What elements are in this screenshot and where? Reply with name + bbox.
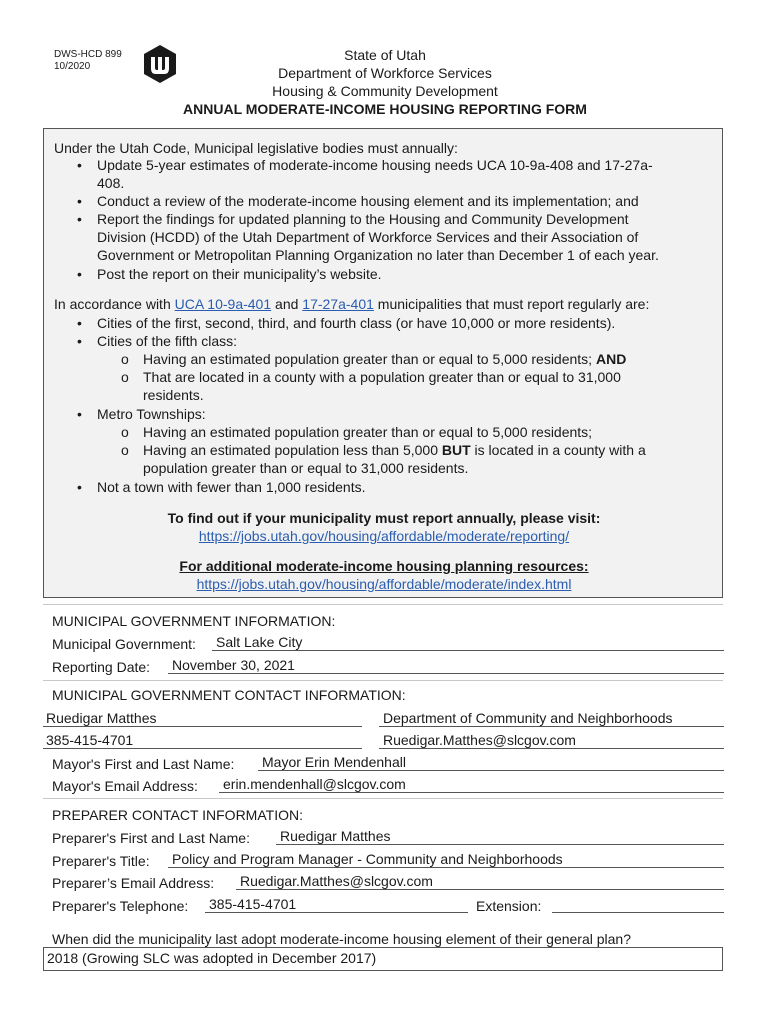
- preparer-email-field[interactable]: Ruedigar.Matthes@slcgov.com: [236, 872, 724, 890]
- sub-metro-population: [143, 423, 592, 441]
- bullet-post: [97, 265, 382, 283]
- preparer-name-label: Preparer's First and Last Name:: [52, 830, 250, 846]
- mayor-email-field[interactable]: erin.mendenhall@slcgov.com: [219, 775, 724, 793]
- contact-email-field[interactable]: Ruedigar.Matthes@slcgov.com: [379, 731, 724, 749]
- uca-link[interactable]: UCA 10-9a-401: [174, 296, 272, 312]
- form-date: 10/2020: [54, 61, 91, 72]
- bullet-update: [97, 156, 653, 174]
- but-emphasis: BUT: [441, 442, 471, 458]
- bullet-report-line1: Report the findings for updated planning to the Housing and Community Development: [97, 211, 629, 227]
- bullet-review-text: Conduct a review of the moderate-income housing element and its implementation; and: [97, 193, 639, 209]
- sub-metro-county-post: is located in a county with a: [474, 442, 646, 458]
- preparer-name-field[interactable]: Ruedigar Matthes: [276, 827, 724, 845]
- bullet-cities-class: [97, 314, 615, 332]
- reporting-date-field[interactable]: November 30, 2021: [168, 656, 724, 674]
- municipal-gov-field[interactable]: Salt Lake City: [212, 633, 724, 651]
- mayor-name-label: Mayor's First and Last Name:: [52, 756, 235, 772]
- mayor-name-field[interactable]: Mayor Erin Mendenhall: [258, 753, 724, 771]
- contact-heading: MUNICIPAL GOVERNMENT CONTACT INFORMATION:: [52, 687, 406, 703]
- resources-link[interactable]: https://jobs.utah.gov/housing/affordable/moderate/index.html: [196, 576, 572, 592]
- resources-link-row: [44, 575, 724, 593]
- extension-field[interactable]: [552, 895, 724, 913]
- find-out-text: To find out if your municipality must report annually, please visit:: [167, 510, 601, 526]
- code-link[interactable]: 17-27a-401: [302, 296, 374, 312]
- sub-fifth-county-line2: residents.: [143, 387, 204, 403]
- bullet-metro: [97, 405, 206, 423]
- contact-phone-field[interactable]: 385-415-4701: [43, 731, 362, 749]
- bullet-update-line1: Update 5-year estimates of moderate-income housing needs UCA 10-9a-408 and 17-27a-: [97, 157, 653, 173]
- division-title: Housing & Community Development: [272, 83, 498, 99]
- adoption-question: When did the municipality last adopt moderate-income housing element of their general plan?: [52, 931, 632, 947]
- contact-department-field[interactable]: Department of Community and Neighborhoods: [379, 709, 724, 727]
- instructions-box: [43, 128, 723, 598]
- preparer-heading: PREPARER CONTACT INFORMATION:: [52, 807, 303, 823]
- bullet-fifth-class-text: Cities of the fifth class:: [97, 333, 238, 349]
- mayor-email-label: Mayor's Email Address:: [52, 778, 198, 794]
- preparer-email-label: Preparer’s Email Address:: [52, 875, 215, 891]
- bullet-metro-text: Metro Townships:: [97, 406, 206, 422]
- municipal-gov-label: Municipal Government:: [52, 636, 196, 652]
- form-number: DWS-HCD 899: [54, 49, 122, 60]
- divider: [43, 604, 723, 605]
- sub-fifth-population: [143, 350, 626, 368]
- sub-fifth-county: [143, 368, 621, 386]
- sub-fifth-county-line1: That are located in a county with a population greater than or equal to 31,000: [143, 369, 621, 385]
- accordance-pre: In accordance with: [54, 296, 171, 312]
- preparer-title-label: Preparer's Title:: [52, 853, 150, 869]
- bullet-fifth-class: [97, 332, 237, 350]
- sub-metro-county: [143, 441, 646, 459]
- sub-metro-county-line2: population greater than or equal to 31,000 residents.: [143, 460, 469, 476]
- accordance-text: [54, 295, 649, 313]
- preparer-phone-field[interactable]: 385-415-4701: [205, 895, 468, 913]
- state-title: State of Utah: [344, 47, 426, 63]
- intro-text: Under the Utah Code, Municipal legislative bodies must annually:: [54, 140, 458, 156]
- bullet-update-line2: 408.: [97, 175, 125, 191]
- reporting-link[interactable]: https://jobs.utah.gov/housing/affordable/moderate/reporting/: [198, 528, 570, 544]
- accordance-post: municipalities that must report regularly are:: [377, 296, 650, 312]
- divider: [43, 798, 723, 799]
- reporting-link-row: [44, 527, 724, 545]
- preparer-title-field[interactable]: Policy and Program Manager - Community and Neighborhoods: [168, 850, 724, 868]
- bullet-town-text: Not a town with fewer than 1,000 residents.: [97, 479, 366, 495]
- bullet-cities-class-text: Cities of the first, second, third, and fourth class (or have 10,000 or more residents).: [97, 315, 616, 331]
- sub-metro-population-text: Having an estimated population greater than or equal to 5,000 residents;: [143, 424, 593, 440]
- municipal-heading: MUNICIPAL GOVERNMENT INFORMATION:: [52, 613, 336, 629]
- sub-fifth-population-text: Having an estimated population greater than or equal to 5,000 residents;: [143, 351, 593, 367]
- accordance-and: and: [275, 296, 299, 312]
- sub-metro-county-pre: Having an estimated population less than 5,000: [143, 442, 438, 458]
- resources-text: For additional moderate-income housing planning resources:: [179, 558, 589, 574]
- bullet-town: [97, 478, 365, 496]
- divider: [43, 680, 723, 681]
- adoption-answer-field[interactable]: 2018 (Growing SLC was adopted in December 2017): [43, 947, 723, 971]
- reporting-date-label: Reporting Date:: [52, 659, 151, 675]
- form-title: ANNUAL MODERATE-INCOME HOUSING REPORTING FORM: [183, 101, 587, 117]
- department-title: Department of Workforce Services: [278, 65, 492, 81]
- bullet-report: [97, 210, 629, 228]
- bullet-review: [97, 192, 639, 210]
- contact-name-field[interactable]: Ruedigar Matthes: [43, 709, 362, 727]
- extension-label: Extension:: [476, 898, 542, 914]
- preparer-phone-label: Preparer's Telephone:: [52, 898, 189, 914]
- bullet-post-text: Post the report on their municipality’s website.: [97, 266, 382, 282]
- bullet-report-line3: Government or Metropolitan Planning Organization no later than December 1 of each year.: [97, 247, 659, 263]
- and-emphasis: AND: [595, 351, 627, 367]
- bullet-report-line2: Division (HCDD) of the Utah Department of Workforce Services and their Association of: [97, 229, 639, 245]
